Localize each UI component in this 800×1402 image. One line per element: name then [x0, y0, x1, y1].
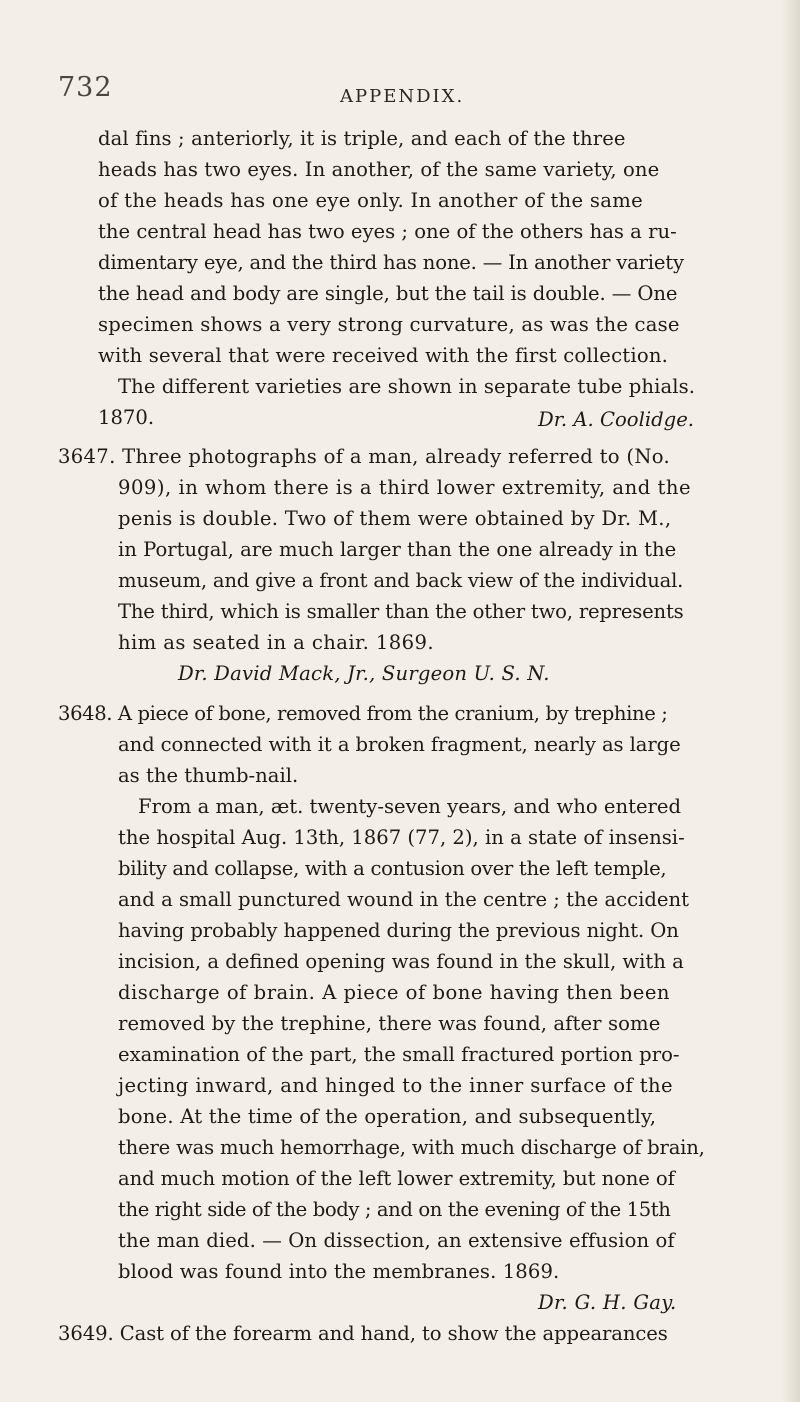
text-line: the man died. — On dissection, an extensive effusion of — [118, 1229, 675, 1252]
text-line: the central head has two eyes ; one of the others has a ru- — [98, 220, 677, 243]
text-line: the right side of the body ; and on the evening of the 15th — [118, 1198, 671, 1221]
text-line: and connected with it a broken fragment, nearly as large — [118, 733, 681, 756]
text-line: dal fins ; anteriorly, it is triple, and each of the three — [98, 127, 626, 150]
entry-signature: Dr. A. Coolidge. — [538, 408, 695, 431]
running-head: APPENDIX. — [340, 86, 465, 107]
text-line: the hospital Aug. 13th, 1867 (77, 2), in a state of insensi- — [118, 826, 685, 849]
text-line: and much motion of the left lower extremity, but none of — [118, 1167, 675, 1190]
text-line: 3648. A piece of bone, removed from the cranium, by trephine ; — [58, 702, 668, 725]
text-line: examination of the part, the small fractured portion pro- — [118, 1043, 680, 1066]
text-line: the head and body are single, but the tail is double. — One — [98, 282, 678, 305]
text-line: penis is double. Two of them were obtained by Dr. M., — [118, 507, 672, 530]
page-edge-shadow — [782, 0, 800, 1402]
text-line: dimentary eye, and the third has none. — In another variety — [98, 251, 684, 274]
entry-year: 1870. — [98, 406, 155, 429]
entry-signature: Dr. David Mack, Jr., Surgeon U. S. N. — [178, 662, 550, 685]
text-line: From a man, æt. twenty-seven years, and who entered — [138, 795, 682, 818]
text-line: The different varieties are shown in separate tube phials. — [118, 375, 696, 398]
text-line: 909), in whom there is a third lower extremity, and the — [118, 476, 692, 499]
text-line: having probably happened during the previous night. On — [118, 919, 679, 942]
text-line: specimen shows a very strong curvature, as was the case — [98, 313, 680, 336]
text-line: incision, a defined opening was found in the skull, with a — [118, 950, 684, 973]
text-line: of the heads has one eye only. In another of the same — [98, 189, 644, 212]
text-line: 3647. Three photographs of a man, already referred to (No. — [58, 445, 671, 468]
text-line: as the thumb-nail. — [118, 764, 299, 787]
entry-signature: Dr. G. H. Gay. — [538, 1291, 677, 1314]
text-line: jecting inward, and hinged to the inner surface of the — [118, 1074, 674, 1097]
text-line: museum, and give a front and back view of the individual. — [118, 569, 684, 592]
text-line: and a small punctured wound in the centre ; the accident — [118, 888, 689, 911]
text-line: there was much hemorrhage, with much discharge of brain, — [118, 1136, 705, 1159]
text-line: him as seated in a chair. 1869. — [118, 631, 434, 654]
text-line: The third, which is smaller than the other two, represents — [118, 600, 684, 623]
page-number: 732 — [58, 72, 113, 103]
text-line: bone. At the time of the operation, and subsequently, — [118, 1105, 657, 1128]
text-line: discharge of brain. A piece of bone having then been — [118, 981, 671, 1004]
text-line: with several that were received with the first collection. — [98, 344, 669, 367]
text-line: blood was found into the membranes. 1869. — [118, 1260, 560, 1283]
text-line: removed by the trephine, there was found, after some — [118, 1012, 661, 1035]
text-line: 3649. Cast of the forearm and hand, to show the appearances — [58, 1322, 668, 1345]
text-line: heads has two eyes. In another, of the same variety, one — [98, 158, 660, 181]
text-line: bility and collapse, with a contusion over the left temple, — [118, 857, 667, 880]
text-line: in Portugal, are much larger than the one already in the — [118, 538, 677, 561]
